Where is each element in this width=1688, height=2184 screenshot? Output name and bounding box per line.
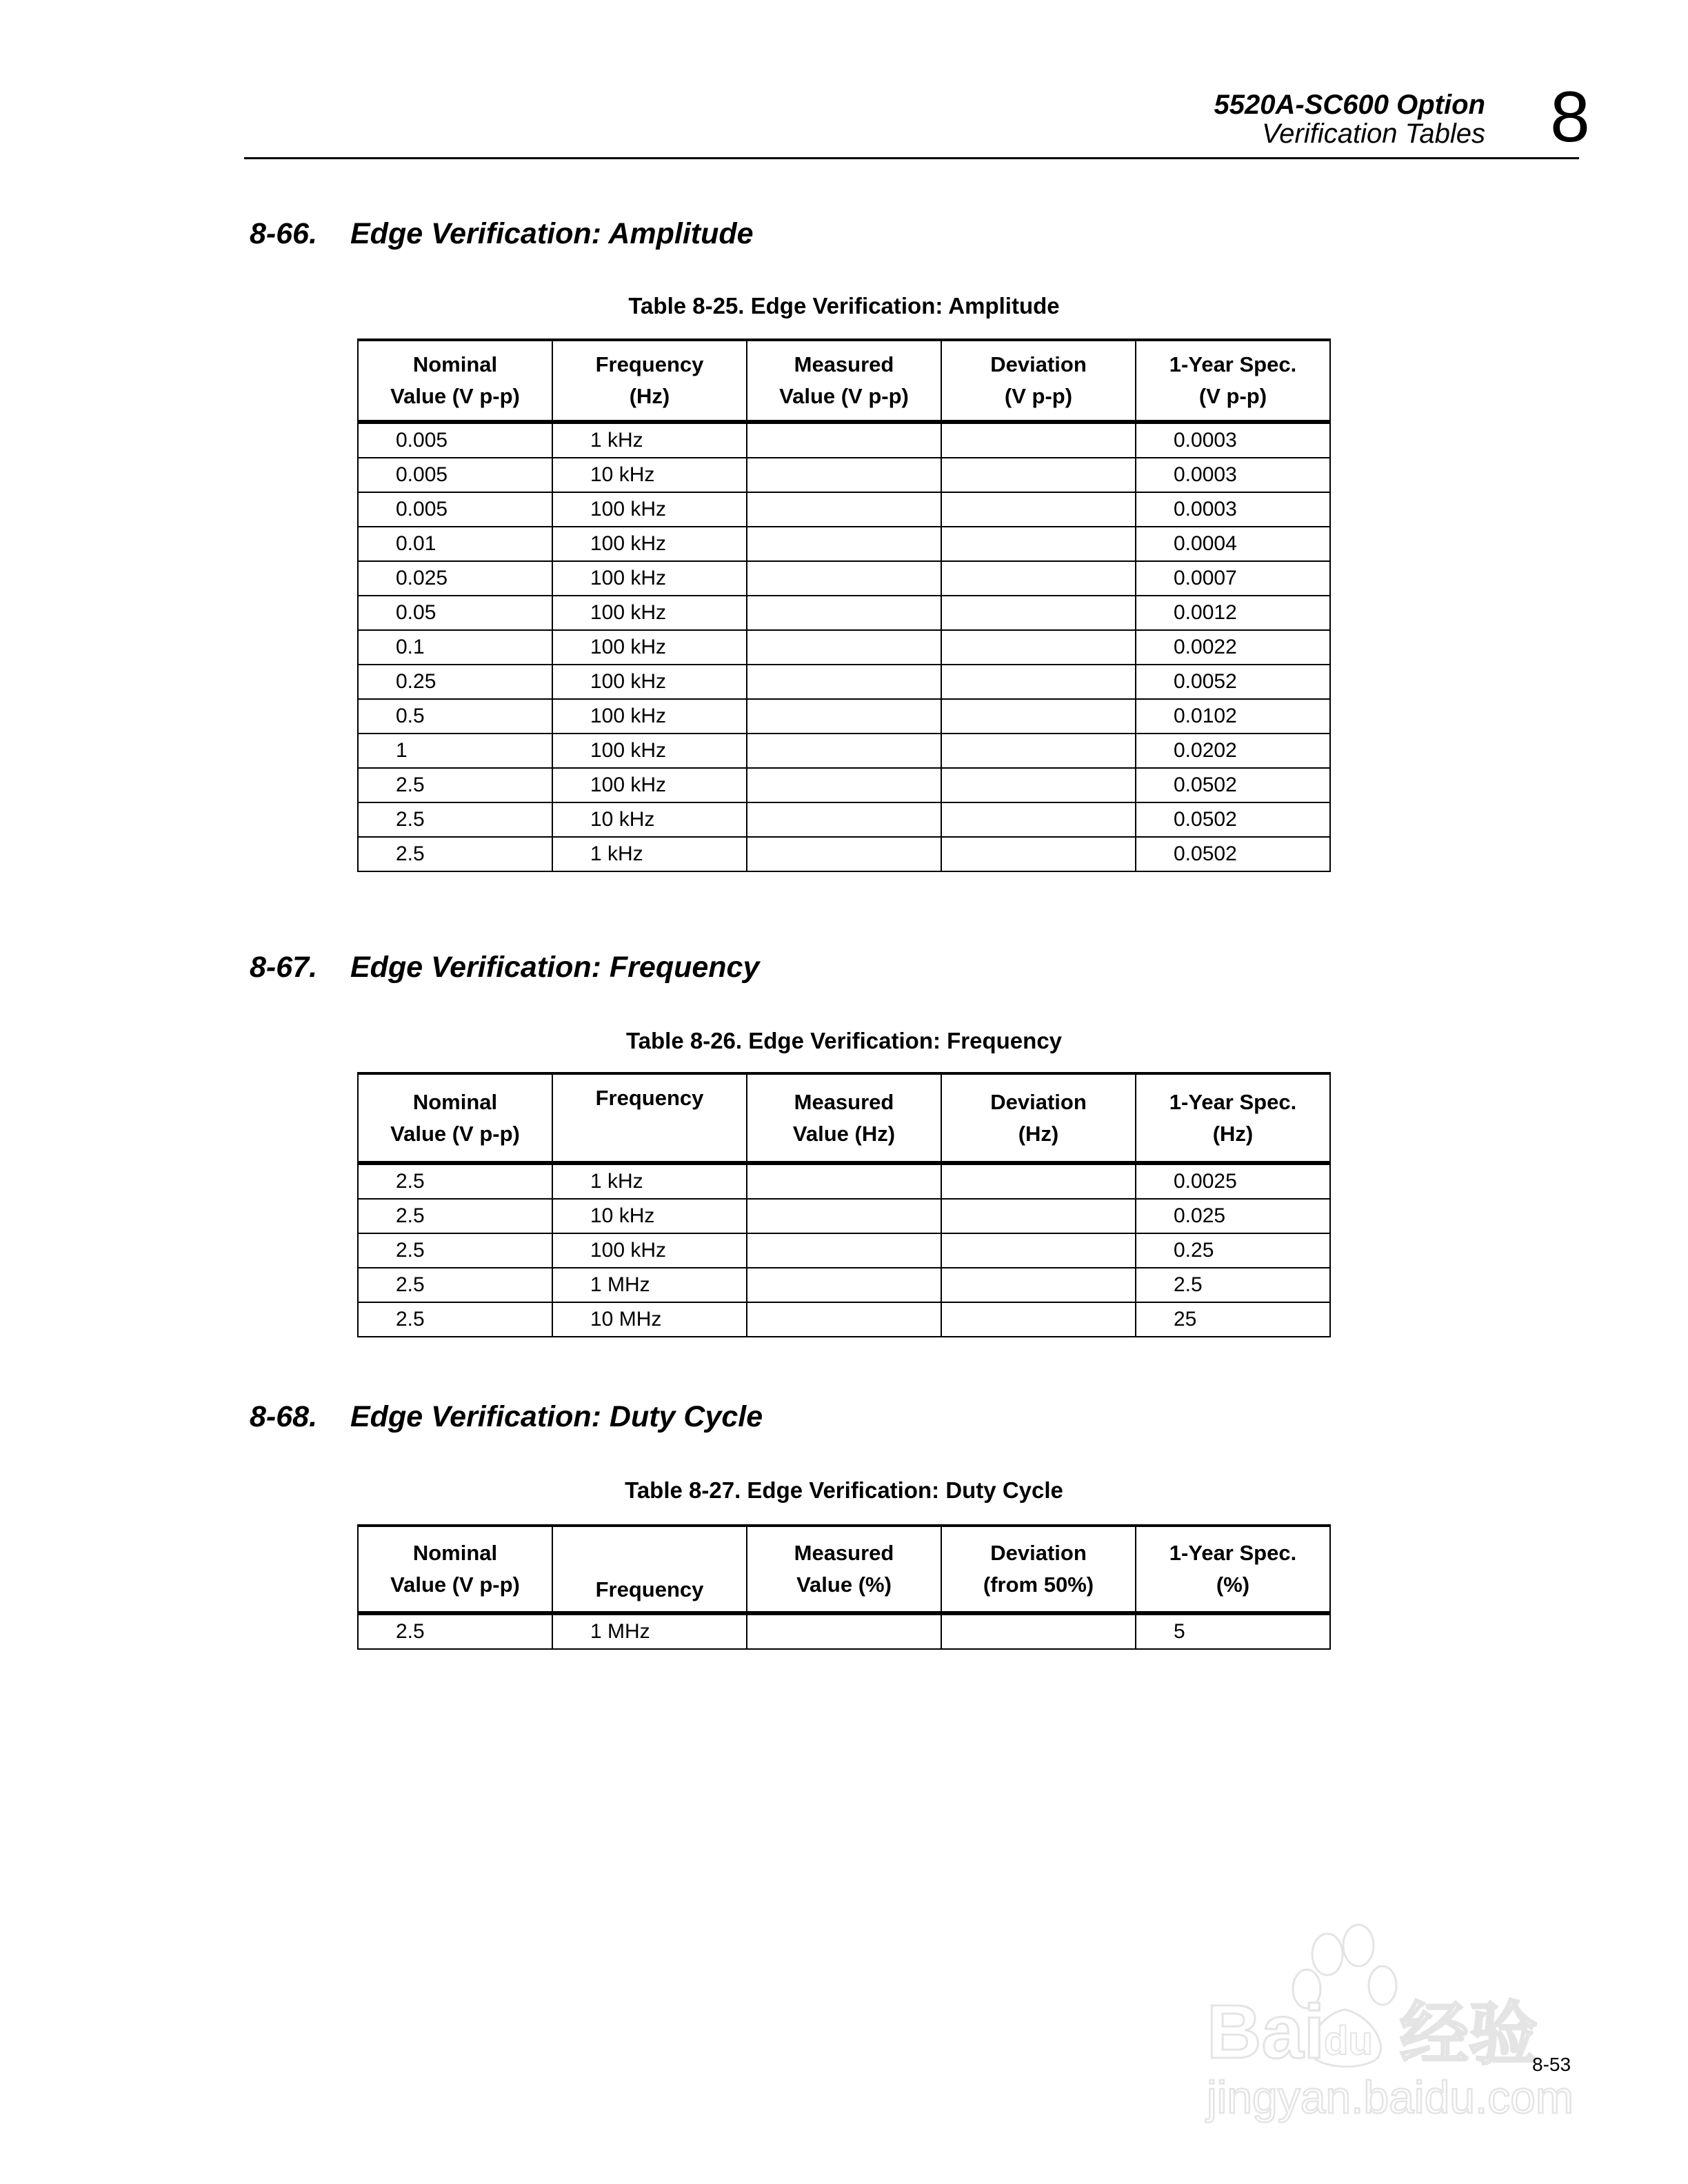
frequency-cell: 100 kHz xyxy=(552,596,747,630)
spec-cell: 0.0502 xyxy=(1136,768,1330,802)
section-title: Edge Verification: Frequency xyxy=(350,951,760,984)
table-row xyxy=(358,1163,1330,1199)
nominal-value-cell: 0.005 xyxy=(358,458,552,492)
spec-cell: 0.0003 xyxy=(1136,458,1330,492)
deviation-cell[interactable] xyxy=(941,734,1136,768)
frequency-cell: 1 MHz xyxy=(552,1268,747,1302)
deviation-cell[interactable] xyxy=(941,630,1136,665)
table-row xyxy=(358,1199,1330,1233)
frequency-cell: 1 MHz xyxy=(552,1613,747,1649)
nominal-value-cell: 2.5 xyxy=(358,802,552,837)
spec-cell: 0.0012 xyxy=(1136,596,1330,630)
measured-value-cell[interactable] xyxy=(747,1268,941,1302)
column-header: Nominal Value (V p-p) xyxy=(358,1073,552,1163)
svg-text:经验: 经验 xyxy=(1400,1994,1538,2074)
spec-cell: 5 xyxy=(1136,1613,1330,1649)
deviation-cell[interactable] xyxy=(941,665,1136,699)
section-number: 8-66. xyxy=(250,217,318,250)
frequency-cell: 100 kHz xyxy=(552,665,747,699)
frequency-cell: 10 kHz xyxy=(552,458,747,492)
table-row xyxy=(358,699,1330,734)
table-header-row xyxy=(358,1526,1330,1613)
table-row xyxy=(358,630,1330,665)
table-row xyxy=(358,1302,1330,1337)
nominal-value-cell: 0.01 xyxy=(358,527,552,561)
spec-cell: 0.0007 xyxy=(1136,561,1330,596)
frequency-cell: 10 kHz xyxy=(552,1199,747,1233)
spec-cell: 0.25 xyxy=(1136,1233,1330,1268)
spec-cell: 0.0003 xyxy=(1136,422,1330,458)
deviation-cell[interactable] xyxy=(941,458,1136,492)
nominal-value-cell: 2.5 xyxy=(358,1268,552,1302)
deviation-cell[interactable] xyxy=(941,1233,1136,1268)
column-header: Frequency xyxy=(552,1073,747,1163)
spec-cell: 0.0102 xyxy=(1136,699,1330,734)
nominal-value-cell: 0.005 xyxy=(358,492,552,527)
column-header: 1-Year Spec. (V p-p) xyxy=(1136,340,1330,422)
table-header-row xyxy=(358,1073,1330,1163)
column-header: Deviation (V p-p) xyxy=(941,340,1136,422)
deviation-cell[interactable] xyxy=(941,802,1136,837)
svg-text:du: du xyxy=(1324,2019,1373,2063)
table-header-row xyxy=(358,340,1330,422)
table-row xyxy=(358,665,1330,699)
nominal-value-cell: 2.5 xyxy=(358,1199,552,1233)
deviation-cell[interactable] xyxy=(941,596,1136,630)
table-row xyxy=(358,492,1330,527)
measured-value-cell[interactable] xyxy=(747,1613,941,1649)
column-header: 1-Year Spec. (%) xyxy=(1136,1526,1330,1613)
table-row xyxy=(358,596,1330,630)
column-header: Nominal Value (V p-p) xyxy=(358,1526,552,1613)
spec-cell: 25 xyxy=(1136,1302,1330,1337)
column-header: Measured Value (%) xyxy=(747,1526,941,1613)
deviation-cell[interactable] xyxy=(941,1613,1136,1649)
baidu-watermark-icon xyxy=(1193,1917,1579,2123)
nominal-value-cell: 0.5 xyxy=(358,699,552,734)
nominal-value-cell: 0.005 xyxy=(358,422,552,458)
frequency-cell: 1 kHz xyxy=(552,837,747,871)
frequency-cell: 1 kHz xyxy=(552,1163,747,1199)
measured-value-cell[interactable] xyxy=(747,492,941,527)
spec-cell: 0.0502 xyxy=(1136,837,1330,871)
table-row xyxy=(358,422,1330,458)
chapter-number: 8 xyxy=(1550,77,1590,157)
measured-value-cell[interactable] xyxy=(747,458,941,492)
table-caption-duty-cycle: Table 8-27. Edge Verification: Duty Cycle xyxy=(625,1477,1063,1503)
spec-cell: 0.0502 xyxy=(1136,802,1330,837)
frequency-cell: 1 kHz xyxy=(552,422,747,458)
measured-value-cell[interactable] xyxy=(747,802,941,837)
section-heading-amplitude xyxy=(250,216,754,251)
section-title: Edge Verification: Amplitude xyxy=(350,217,754,250)
spec-cell: 0.0003 xyxy=(1136,492,1330,527)
table-row xyxy=(358,1613,1330,1649)
column-header: Measured Value (Hz) xyxy=(747,1073,941,1163)
measured-value-cell[interactable] xyxy=(747,561,941,596)
running-header-subtitle: Verification Tables xyxy=(1262,119,1485,149)
spec-cell: 0.0022 xyxy=(1136,630,1330,665)
frequency-cell: 10 kHz xyxy=(552,802,747,837)
deviation-cell[interactable] xyxy=(941,1199,1136,1233)
table-row xyxy=(358,768,1330,802)
frequency-table xyxy=(357,1072,1331,1337)
section-number: 8-67. xyxy=(250,951,318,984)
spec-cell: 2.5 xyxy=(1136,1268,1330,1302)
column-header: Frequency xyxy=(552,1526,747,1613)
spec-cell: 0.0025 xyxy=(1136,1163,1330,1199)
column-header: Deviation (Hz) xyxy=(941,1073,1136,1163)
page-number: 8-53 xyxy=(1532,2054,1571,2075)
header-rule xyxy=(244,157,1579,159)
svg-text:Bai: Bai xyxy=(1207,1990,1325,2074)
measured-value-cell[interactable] xyxy=(747,768,941,802)
frequency-cell: 100 kHz xyxy=(552,630,747,665)
deviation-cell[interactable] xyxy=(941,492,1136,527)
deviation-cell[interactable] xyxy=(941,837,1136,871)
table-row xyxy=(358,1233,1330,1268)
nominal-value-cell: 2.5 xyxy=(358,1233,552,1268)
measured-value-cell[interactable] xyxy=(747,422,941,458)
measured-value-cell[interactable] xyxy=(747,1163,941,1199)
svg-text:jingyan.baidu.com: jingyan.baidu.com xyxy=(1207,2072,1574,2123)
frequency-cell: 100 kHz xyxy=(552,561,747,596)
amplitude-table xyxy=(357,338,1331,872)
deviation-cell[interactable] xyxy=(941,422,1136,458)
deviation-cell[interactable] xyxy=(941,561,1136,596)
table-row xyxy=(358,802,1330,837)
spec-cell: 0.0202 xyxy=(1136,734,1330,768)
measured-value-cell[interactable] xyxy=(747,734,941,768)
nominal-value-cell: 2.5 xyxy=(358,837,552,871)
deviation-cell[interactable] xyxy=(941,1163,1136,1199)
table-caption-amplitude: Table 8-25. Edge Verification: Amplitude xyxy=(628,293,1060,318)
frequency-cell: 10 MHz xyxy=(552,1302,747,1337)
nominal-value-cell: 2.5 xyxy=(358,768,552,802)
table-row xyxy=(358,1268,1330,1302)
nominal-value-cell: 0.025 xyxy=(358,561,552,596)
measured-value-cell[interactable] xyxy=(747,665,941,699)
measured-value-cell[interactable] xyxy=(747,1233,941,1268)
deviation-cell[interactable] xyxy=(941,1268,1136,1302)
spec-cell: 0.0004 xyxy=(1136,527,1330,561)
table-caption-frequency: Table 8-26. Edge Verification: Frequency xyxy=(625,1028,1063,1053)
nominal-value-cell: 0.25 xyxy=(358,665,552,699)
deviation-cell[interactable] xyxy=(941,1302,1136,1337)
running-header-title: 5520A-SC600 Option xyxy=(1214,90,1485,120)
frequency-cell: 100 kHz xyxy=(552,527,747,561)
table-row xyxy=(358,561,1330,596)
frequency-cell: 100 kHz xyxy=(552,768,747,802)
table-row xyxy=(358,527,1330,561)
measured-value-cell[interactable] xyxy=(747,630,941,665)
frequency-cell: 100 kHz xyxy=(552,699,747,734)
nominal-value-cell: 2.5 xyxy=(358,1163,552,1199)
measured-value-cell[interactable] xyxy=(747,837,941,871)
measured-value-cell[interactable] xyxy=(747,1302,941,1337)
measured-value-cell[interactable] xyxy=(747,527,941,561)
spec-cell: 0.0052 xyxy=(1136,665,1330,699)
frequency-cell: 100 kHz xyxy=(552,492,747,527)
frequency-cell: 100 kHz xyxy=(552,1233,747,1268)
measured-value-cell[interactable] xyxy=(747,596,941,630)
spec-cell: 0.025 xyxy=(1136,1199,1330,1233)
frequency-cell: 100 kHz xyxy=(552,734,747,768)
deviation-cell[interactable] xyxy=(941,527,1136,561)
nominal-value-cell: 1 xyxy=(358,734,552,768)
column-header: Deviation (from 50%) xyxy=(941,1526,1136,1613)
measured-value-cell[interactable] xyxy=(747,699,941,734)
table-row xyxy=(358,458,1330,492)
section-heading-duty-cycle xyxy=(250,1399,763,1434)
nominal-value-cell: 0.05 xyxy=(358,596,552,630)
deviation-cell[interactable] xyxy=(941,699,1136,734)
nominal-value-cell: 0.1 xyxy=(358,630,552,665)
section-number: 8-68. xyxy=(250,1400,318,1433)
measured-value-cell[interactable] xyxy=(747,1199,941,1233)
column-header: Frequency (Hz) xyxy=(552,340,747,422)
column-header: Measured Value (V p-p) xyxy=(747,340,941,422)
column-header: 1-Year Spec. (Hz) xyxy=(1136,1073,1330,1163)
table-row xyxy=(358,837,1330,871)
section-heading-frequency xyxy=(250,950,759,984)
duty-cycle-table xyxy=(357,1524,1331,1650)
nominal-value-cell: 2.5 xyxy=(358,1302,552,1337)
table-row xyxy=(358,734,1330,768)
deviation-cell[interactable] xyxy=(941,768,1136,802)
section-title: Edge Verification: Duty Cycle xyxy=(350,1400,763,1433)
column-header: Nominal Value (V p-p) xyxy=(358,340,552,422)
nominal-value-cell: 2.5 xyxy=(358,1613,552,1649)
